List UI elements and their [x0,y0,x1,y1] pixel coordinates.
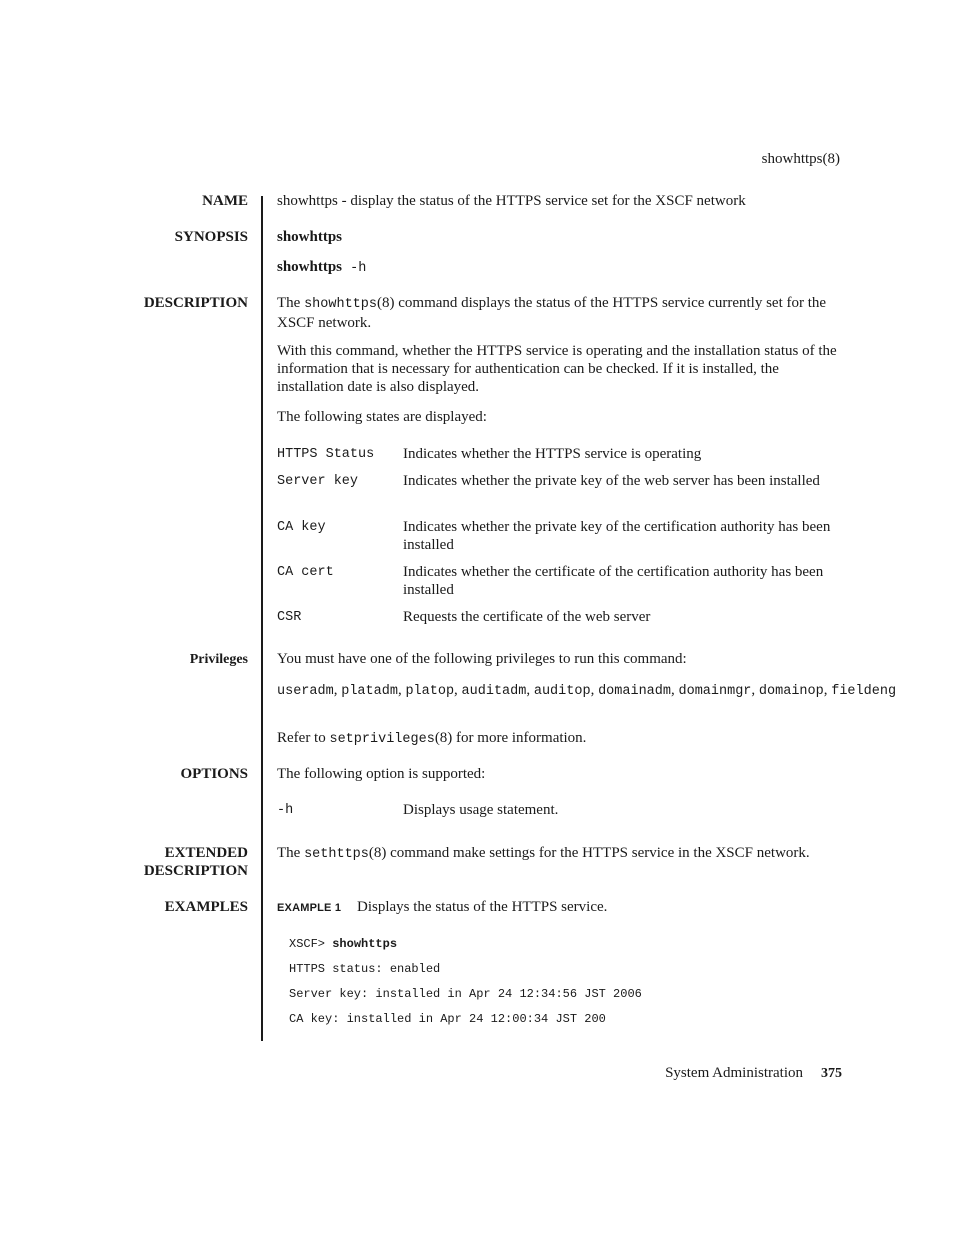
page-number: 375 [821,1066,842,1081]
state-term-csr: CSR [277,610,302,625]
section-label-extended-line-1: EXTENDED [164,845,248,861]
name-text: showhttps - display the status of the HTTPS service set for the XSCF network [277,193,746,209]
state-def-https-status: Indicates whether the HTTPS service is operating [403,446,702,462]
description-p1-post: (8) command displays the status of the HTTPS service currently set for the XSCF network. [277,295,827,331]
section-label-options: OPTIONS [180,766,248,782]
code-line-prompt [289,935,397,953]
section-label-extended-line-2: DESCRIPTION [143,863,248,879]
state-term-ca-key: CA key [277,520,326,535]
extended-paragraph [277,844,843,864]
privilege-sep: , [751,682,759,698]
example-1-heading [277,898,843,917]
privilege-item: auditop [533,684,591,699]
description-p1-command: showhttps [304,297,377,312]
state-def-server-key: Indicates whether the private key of the web server has been installed [403,473,820,489]
privilege-item: domainmgr [678,684,752,699]
option-term-h: -h [277,803,294,818]
privileges-refer [277,729,843,749]
privileges-refer-post: (8) for more information. [434,730,587,746]
code-prompt: XSCF> [289,937,333,951]
privilege-sep: , [454,682,462,698]
privilege-sep: , [397,682,406,698]
description-paragraph-3: The following states are displayed: [277,409,487,425]
privilege-sep: , [590,682,599,698]
code-line-output-1: HTTPS status: enabled [289,962,441,976]
footer-section-title: System Administration [665,1065,803,1081]
state-term-server-key: Server key [277,474,359,489]
description-paragraph-1 [277,294,843,332]
section-label-privileges: Privileges [189,652,248,667]
state-def-ca-cert: Indicates whether the certificate of the certification authority has been installed [403,564,824,598]
state-term-https-status: HTTPS Status [277,447,375,462]
privilege-item: useradm [277,684,334,699]
section-label-examples: EXAMPLES [164,899,248,915]
running-header: showhttps(8) [761,151,840,167]
state-def-csr: Requests the certificate of the web server [403,609,651,625]
privilege-item: domainadm [598,684,671,699]
page-footer [665,1064,842,1083]
privilege-item: platop [405,684,455,699]
privilege-item: platadm [341,684,398,699]
section-label-synopsis: SYNOPSIS [174,229,248,245]
description-paragraph-2: With this command, whether the HTTPS service is operating and the installation status of the information that is necessary for authentication can be checked. If it is installed, the installation date is also displayed. [277,343,837,395]
privileges-refer-command: setprivileges [329,732,435,747]
synopsis-command-2 [277,258,843,278]
code-line-output-3: CA key: installed in Apr 24 12:00:34 JST 200 [289,1012,606,1026]
options-paragraph-1: The following option is supported: [277,766,486,782]
privilege-sep: , [333,682,342,698]
extended-p-command: sethttps [304,847,369,862]
privilege-item: domainop [758,684,824,699]
example-1-caption: Displays the status of the HTTPS service. [357,899,608,915]
synopsis-command-2-option: -h [342,261,367,276]
privilege-sep: , [823,682,832,698]
synopsis-command-1: showhttps [277,229,343,245]
extended-p-post: (8) command make settings for the HTTPS service in the XSCF network. [368,845,810,861]
privilege-sep: , [671,682,679,698]
state-term-ca-cert: CA cert [277,565,334,580]
privilege-item: auditadm [461,684,527,699]
privilege-sep: , [526,682,534,698]
state-def-ca-key: Indicates whether the private key of the certification authority has been installed [403,519,831,553]
section-label-description: DESCRIPTION [143,295,248,311]
example-1-label: EXAMPLE 1 [277,902,342,914]
section-divider-rule [261,196,263,1041]
privileges-list [277,681,897,701]
option-def-h: Displays usage statement. [403,802,559,818]
code-command: showhttps [332,937,398,951]
extended-p-pre: The [277,845,305,861]
description-p1-pre: The [277,295,305,311]
privileges-paragraph-1: You must have one of the following privileges to run this command: [277,651,687,667]
section-label-name: NAME [202,193,248,209]
synopsis-command-2-name: showhttps [277,259,343,275]
code-line-output-2: Server key: installed in Apr 24 12:34:56 JST 2006 [289,987,642,1001]
privileges-refer-pre: Refer to [277,730,330,746]
privilege-item: fieldeng [831,684,897,699]
